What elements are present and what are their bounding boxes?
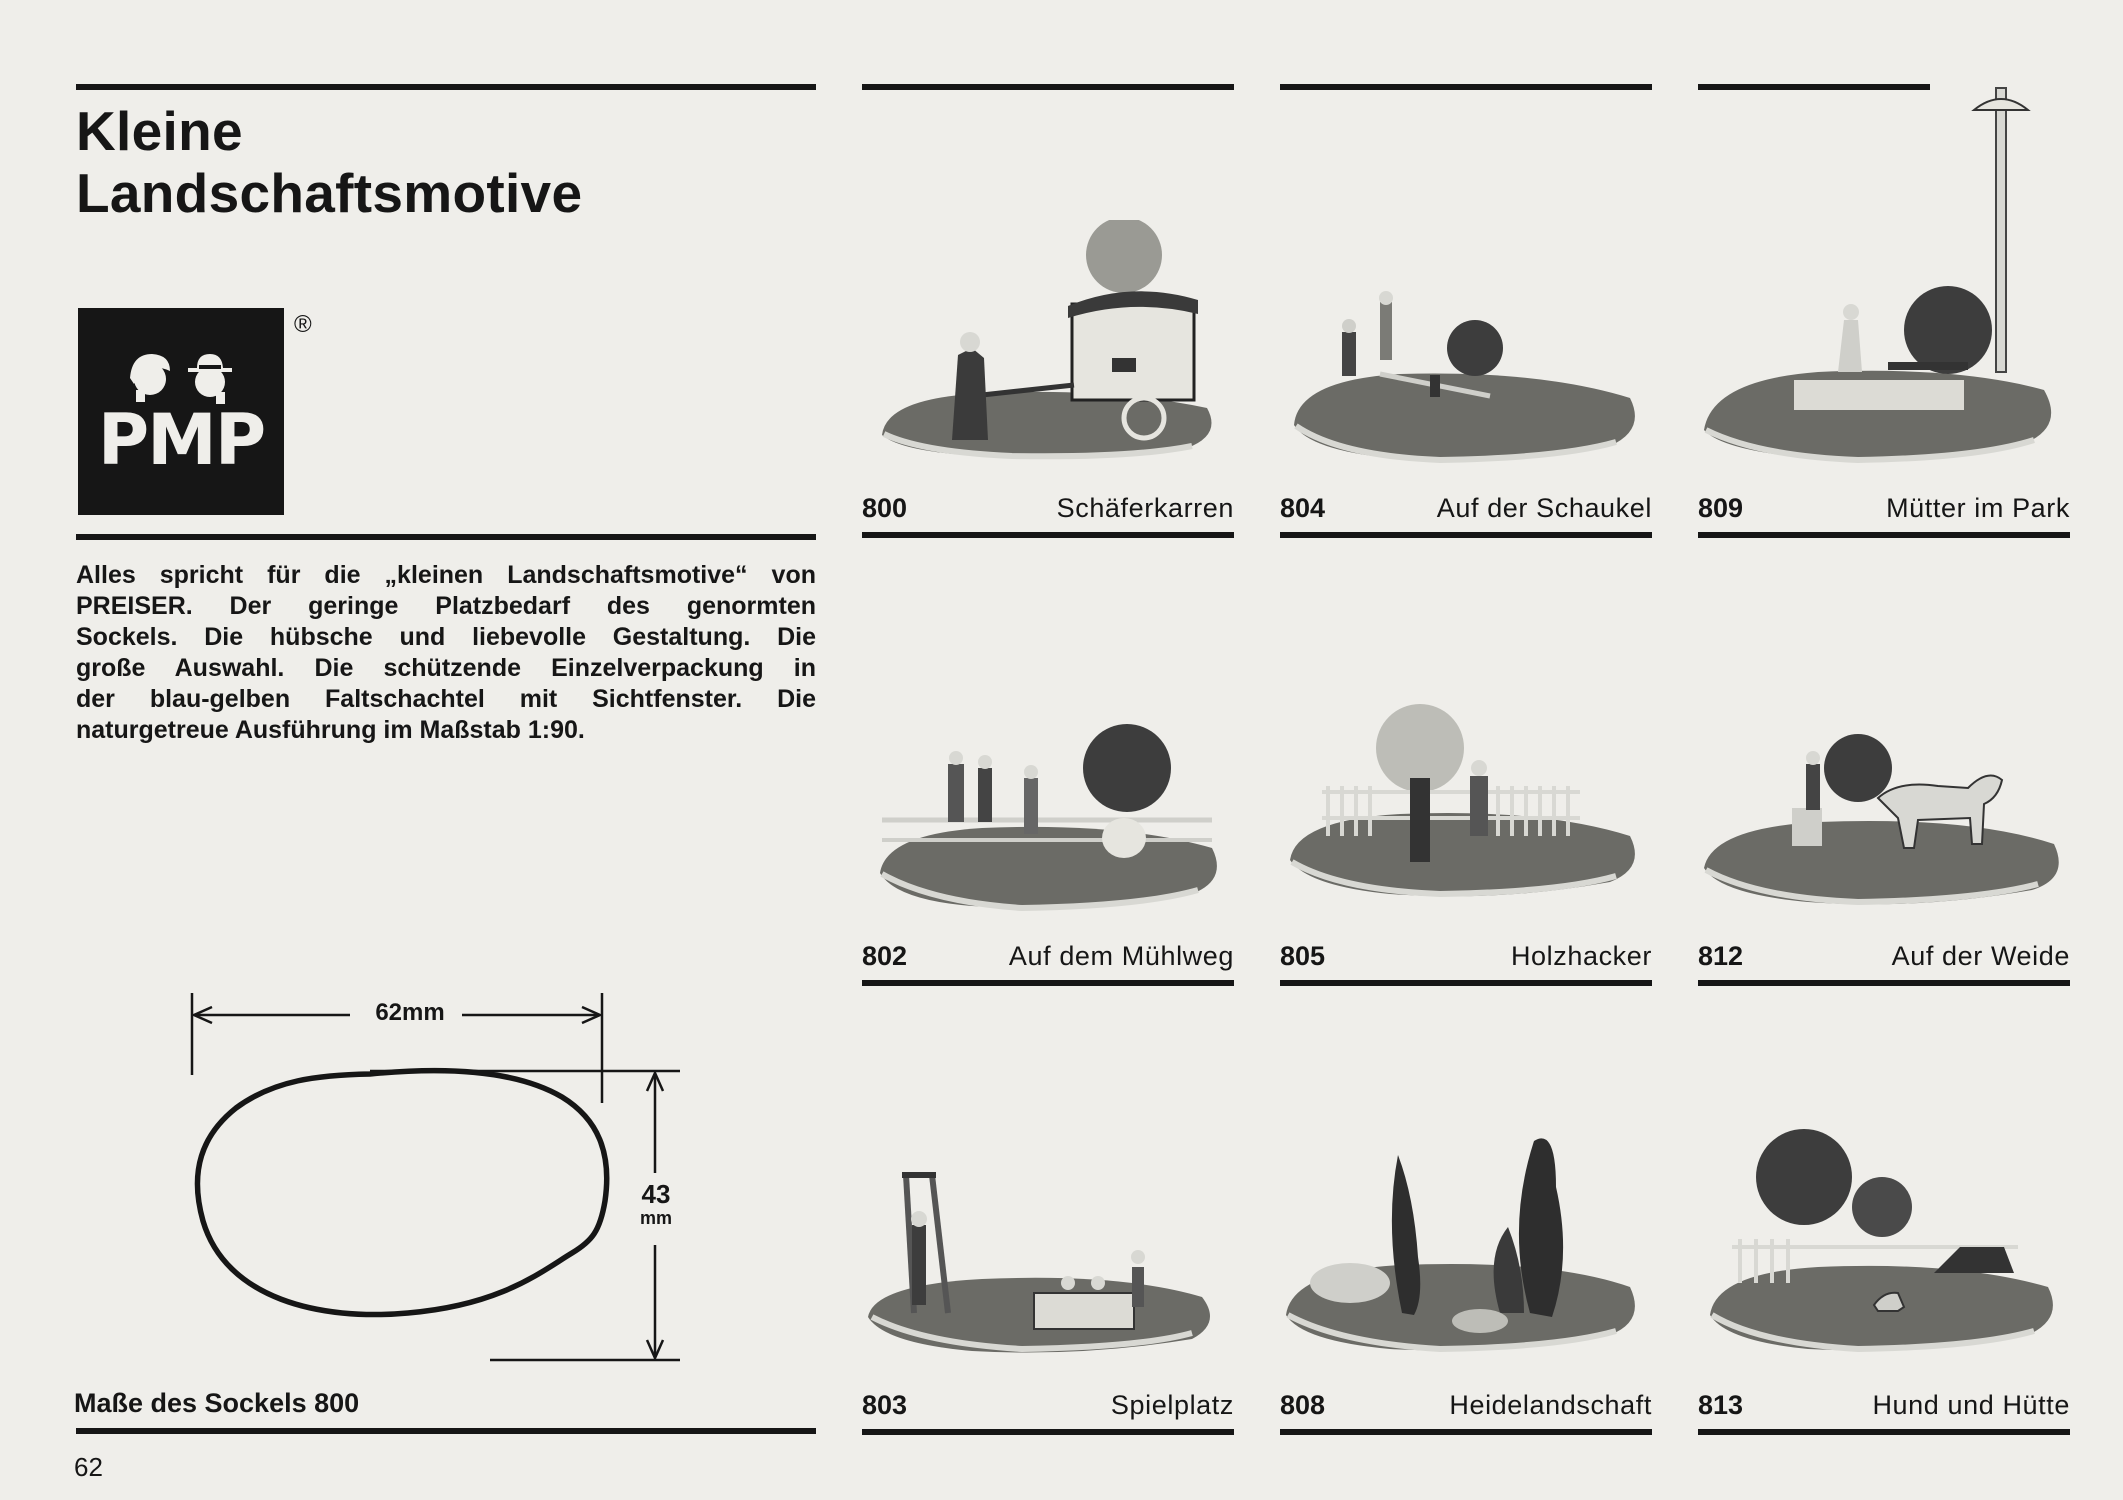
intro-text (76, 560, 816, 715)
product-rule (1698, 532, 2070, 538)
product-caption (1698, 936, 2070, 972)
intro-line: große Auswahl. Die schützende Einzelverpackung in (76, 654, 816, 682)
product-name: Schäferkarren (1056, 493, 1234, 523)
title-line-1: Kleine (76, 100, 243, 162)
sockel-caption: Maße des Sockels 800 (74, 1388, 360, 1418)
product-name: Mütter im Park (1886, 493, 2070, 523)
product-caption (862, 1385, 1234, 1421)
playground-diorama-image (862, 1117, 1234, 1367)
product-rule (1280, 1429, 1652, 1435)
shepherd-cart-diorama-image (862, 220, 1234, 470)
intro-line: Alles spricht für die „kleinen Landschaftsmotive“ von (76, 561, 816, 589)
intro-last-line: naturgetreue Ausführung im Maßstab 1:90. (76, 716, 585, 744)
registered-mark: ® (294, 311, 312, 338)
woodcutter-diorama-image (1280, 668, 1652, 918)
product-number: 812 (1698, 941, 1744, 971)
page-number: 62 (74, 1452, 103, 1482)
product-name: Auf der Weide (1891, 941, 2070, 971)
product-name: Auf der Schaukel (1436, 493, 1652, 523)
column-top-rule (862, 84, 1234, 90)
heath-diorama-image (1280, 1087, 1652, 1367)
product-name: Heidelandschaft (1449, 1390, 1652, 1420)
product-caption (862, 936, 1234, 972)
product-number: 804 (1280, 493, 1326, 523)
product-caption (1280, 1385, 1652, 1421)
product-caption (1280, 936, 1652, 972)
product-number: 805 (1280, 941, 1326, 971)
sockel-outline-drawing (180, 985, 700, 1365)
product-number: 809 (1698, 493, 1744, 523)
product-caption (1698, 488, 2070, 524)
product-rule (862, 532, 1234, 538)
park-bench-diorama-image (1698, 80, 2070, 470)
height-unit: mm (639, 1208, 672, 1228)
product-caption (1698, 1385, 2070, 1421)
intro-line: PREISER. Der geringe Platzbedarf des genormten (76, 592, 816, 620)
product-name: Spielplatz (1110, 1390, 1234, 1420)
product-number: 813 (1698, 1390, 1744, 1420)
product-rule (862, 980, 1234, 986)
intro-top-rule (76, 534, 816, 540)
product-caption (1280, 488, 1652, 524)
sockel-diagram (180, 985, 700, 1370)
product-number: 802 (862, 941, 908, 971)
title-top-rule (76, 84, 816, 90)
width-label: 62mm (360, 999, 460, 1027)
product-number: 803 (862, 1390, 908, 1420)
product-rule (1698, 980, 2070, 986)
product-caption (862, 488, 1234, 524)
product-rule (1698, 1429, 2070, 1435)
pmp-logo (78, 308, 284, 515)
intro-line: der blau-gelben Faltschachtel mit Sichtfenster. Die (76, 685, 816, 713)
product-number: 800 (862, 493, 908, 523)
product-rule (862, 1429, 1234, 1435)
seesaw-diorama-image (1280, 220, 1652, 470)
pasture-diorama-image (1698, 668, 2070, 918)
mill-path-diorama-image (862, 668, 1234, 918)
product-name: Hund und Hütte (1872, 1390, 2070, 1420)
product-rule (1280, 532, 1652, 538)
logo-text: PMP (97, 399, 265, 481)
product-name: Auf dem Mühlweg (1008, 941, 1234, 971)
product-number: 808 (1280, 1390, 1326, 1420)
product-name: Holzhacker (1510, 941, 1652, 971)
height-value: 43 (641, 1179, 671, 1209)
title-line-2: Landschaftsmotive (76, 162, 583, 224)
intro-line: Sockels. Die hübsche und liebevolle Gestaltung. Die (76, 623, 816, 651)
column-top-rule (1280, 84, 1652, 90)
page-title (76, 100, 582, 224)
sockel-bottom-rule (76, 1428, 816, 1434)
dog-kennel-diorama-image (1698, 1097, 2070, 1367)
height-label (626, 1181, 686, 1229)
product-rule (1280, 980, 1652, 986)
